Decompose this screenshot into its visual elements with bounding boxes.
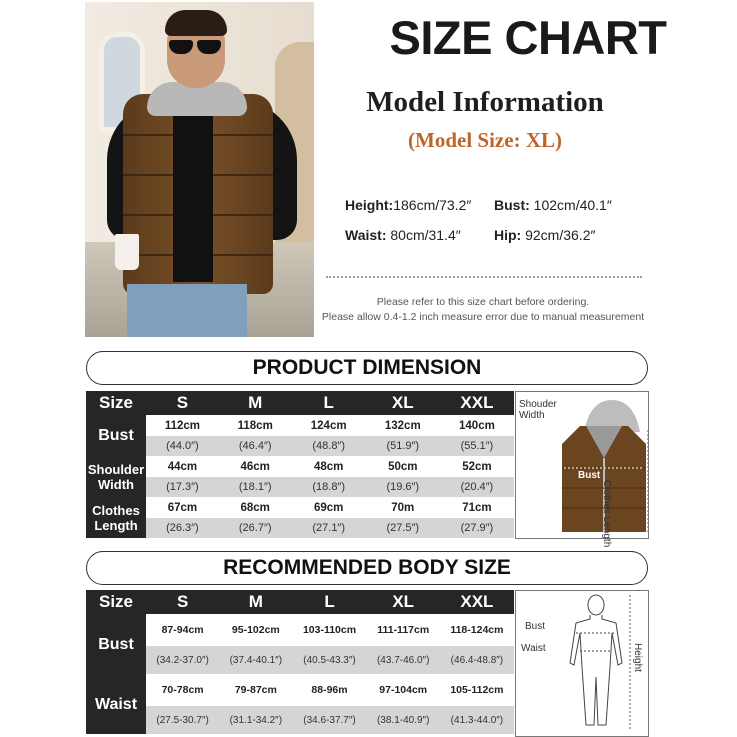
size-m: M (219, 590, 292, 614)
note-line-1: Please refer to this size chart before ordering. (376, 296, 590, 308)
cell: (27.5″) (366, 518, 440, 538)
cell: 67cm (146, 497, 219, 518)
table-row (86, 497, 514, 518)
cell: (44.0″) (146, 436, 219, 456)
diagram-waist-label: Waist (521, 643, 546, 654)
row-label-shoulder: Shoulder Width (86, 456, 146, 497)
cell: 70m (366, 497, 440, 518)
cell: (27.1″) (292, 518, 366, 538)
cell: (51.9″) (366, 436, 440, 456)
vest-icon (536, 396, 648, 536)
size-s: S (146, 391, 219, 415)
size-xl: XL (367, 590, 440, 614)
model-waist: Waist: 80cm/31.4″ (345, 227, 461, 243)
table-row (86, 674, 514, 706)
table-row (86, 477, 514, 497)
cell: (26.3″) (146, 518, 219, 538)
model-height: Height:186cm/73.2″ (345, 197, 472, 213)
model-hip: Hip: 92cm/36.2″ (494, 227, 596, 243)
size-s: S (146, 590, 219, 614)
cell: (27.9″) (440, 518, 514, 538)
cell: 95-102cm (219, 614, 292, 646)
diagram-bust-label: Bust (578, 470, 601, 481)
cell: (46.4-48.8″) (440, 646, 514, 674)
cell: 68cm (219, 497, 292, 518)
cell: (17.3″) (146, 477, 219, 497)
model-size-label: (Model Size: XL) (408, 128, 562, 152)
table-row (86, 436, 514, 456)
recommended-size-heading: RECOMMENDED BODY SIZE (86, 551, 648, 585)
cell: (18.8″) (292, 477, 366, 497)
cell: 69cm (292, 497, 366, 518)
cell: (38.1-40.9″) (367, 706, 440, 734)
vest-diagram (515, 391, 649, 548)
dotted-divider (326, 276, 642, 278)
cell: (48.8″) (292, 436, 366, 456)
body-diagram (515, 590, 649, 737)
cell: (41.3-44.0″) (440, 706, 514, 734)
cell: 71cm (440, 497, 514, 518)
cell: 88-96m (292, 674, 366, 706)
cell: 46cm (219, 456, 292, 477)
diagram-bust-label: Bust (525, 621, 546, 632)
model-info-heading: Model Information (366, 86, 604, 118)
cell: (55.1″) (440, 436, 514, 456)
table-row (86, 706, 514, 734)
model-bust: Bust: 102cm/40.1″ (494, 197, 612, 213)
cell: 118cm (219, 415, 292, 436)
size-m: M (219, 391, 292, 415)
cell: 70-78cm (146, 674, 219, 706)
cell: 48cm (292, 456, 366, 477)
cell: (19.6″) (366, 477, 440, 497)
size-xxl: XXL (440, 590, 514, 614)
table-row (86, 614, 514, 646)
cell: 124cm (292, 415, 366, 436)
cell: (26.7″) (219, 518, 292, 538)
model-photo (85, 2, 314, 337)
table-row (86, 518, 514, 538)
cell: 112cm (146, 415, 219, 436)
cell: 140cm (440, 415, 514, 436)
cell: 118-124cm (440, 614, 514, 646)
cell: (37.4-40.1″) (219, 646, 292, 674)
cell: (46.4″) (219, 436, 292, 456)
cell: (34.2-37.0″) (146, 646, 219, 674)
row-label-bust: Bust (86, 415, 146, 456)
page-title: SIZE CHART (389, 11, 667, 64)
size-l: L (292, 391, 366, 415)
size-xl: XL (366, 391, 440, 415)
note-line-2: Please allow 0.4-1.2 inch measure error due to manual measurement (321, 311, 645, 323)
cell: (20.4″) (440, 477, 514, 497)
cell: (18.1″) (219, 477, 292, 497)
table-row (86, 415, 514, 436)
cell: 105-112cm (440, 674, 514, 706)
cell: 44cm (146, 456, 219, 477)
row-label-length: Clothes Length (86, 497, 146, 538)
cell: 103-110cm (292, 614, 366, 646)
table-row (86, 456, 514, 477)
cell: 87-94cm (146, 614, 219, 646)
body-figure-icon (556, 593, 636, 733)
cell: 79-87cm (219, 674, 292, 706)
size-header: Size (86, 391, 146, 415)
size-xxl: XXL (440, 391, 514, 415)
diagram-shoulder-label: Shouder Width (519, 399, 557, 421)
diagram-height-label: Height (632, 643, 643, 672)
size-header: Size (86, 590, 146, 614)
diagram-length-label: Clothes Length (601, 480, 612, 548)
cell: 111-117cm (367, 614, 440, 646)
cell: (34.6-37.7″) (292, 706, 366, 734)
row-label-bust: Bust (86, 614, 146, 674)
product-dimension-table (86, 391, 514, 538)
cell: 97-104cm (367, 674, 440, 706)
cell: 50cm (366, 456, 440, 477)
cell: (40.5-43.3″) (292, 646, 366, 674)
cell: 132cm (366, 415, 440, 436)
cell: (43.7-46.0″) (367, 646, 440, 674)
row-label-waist: Waist (86, 674, 146, 734)
cell: (27.5-30.7″) (146, 706, 219, 734)
recommended-size-table (86, 590, 514, 734)
product-dimension-heading: PRODUCT DIMENSION (86, 351, 648, 385)
size-l: L (292, 590, 366, 614)
cell: 52cm (440, 456, 514, 477)
table-row (86, 646, 514, 674)
cell: (31.1-34.2″) (219, 706, 292, 734)
